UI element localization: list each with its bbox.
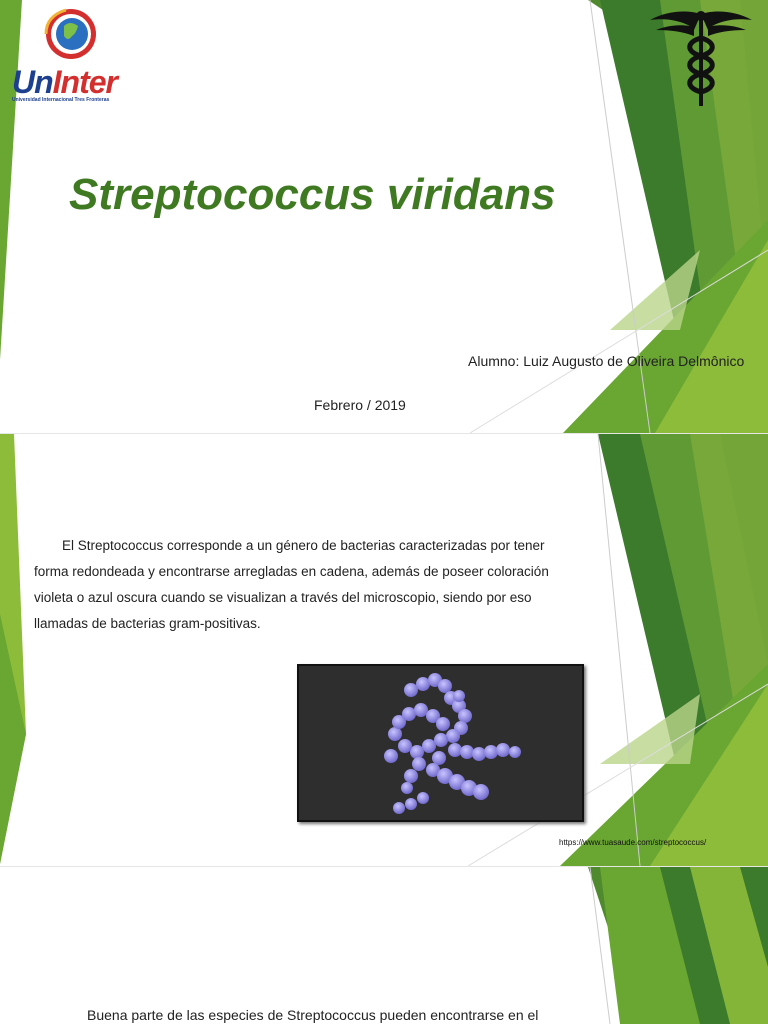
slide-title: Streptococcus viridans bbox=[69, 170, 556, 219]
streptococcus-micrograph bbox=[297, 664, 584, 822]
bacteria-chain-image bbox=[299, 666, 582, 820]
date-line: Febrero / 2019 bbox=[314, 397, 406, 413]
slide-1 bbox=[0, 0, 768, 433]
globe-icon bbox=[8, 6, 133, 66]
logo-wordmark: UnInter bbox=[12, 64, 117, 100]
uninter-logo bbox=[8, 6, 133, 106]
slide-3-green-decoration bbox=[0, 867, 768, 1024]
image-source-link[interactable]: https://www.tuasaude.com/streptococcus/ bbox=[559, 838, 707, 847]
caduceus-icon bbox=[648, 6, 754, 110]
slide-3 bbox=[0, 867, 768, 1024]
slide-3-paragraph: Buena parte de las especies de Streptococcus pueden encontrarse en el bbox=[87, 1007, 539, 1023]
author-line: Alumno: Luiz Augusto de Oliveira Delmônico bbox=[468, 353, 745, 369]
slide-2-paragraph: El Streptococcus corresponde a un género de bacterias caracterizadas por tener forma redondeada y encontrarse arregladas en cadena, además de poseer coloración violeta o azul oscura cuando se visualizan a través del microscopio, siendo por eso llamadas de bacterias gram-positivas. bbox=[34, 538, 549, 631]
logo-subtitle: Universidad Internacional Tres Fronteras bbox=[12, 97, 110, 103]
